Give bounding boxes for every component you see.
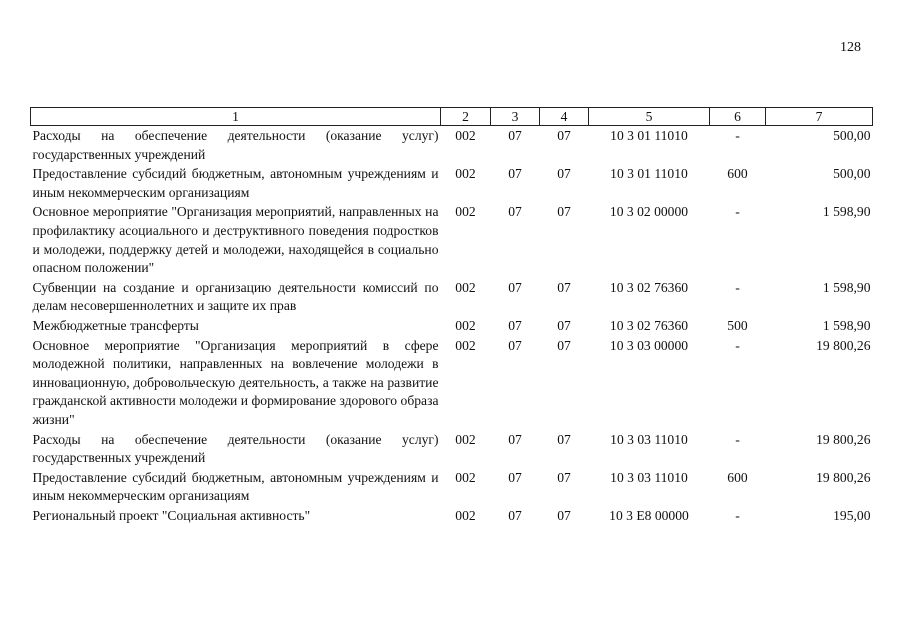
row-subsection: 07 (557, 317, 571, 333)
row-target-article: 10 3 02 00000 (609, 204, 689, 220)
table-row (31, 164, 873, 202)
header-row (31, 108, 873, 126)
row-expense-type: - (735, 279, 740, 295)
row-target-article: 10 3 02 76360 (609, 279, 689, 295)
table-row (31, 506, 873, 526)
row-name: Расходы на обеспечение деятельности (оказание услуг) государственных учреждений (32, 128, 439, 162)
row-section: 07 (508, 431, 522, 447)
row-section: 07 (508, 317, 522, 333)
row-amount: 1 598,90 (822, 317, 871, 333)
row-target-article: 10 3 03 11010 (610, 431, 688, 447)
row-amount: 19 800,26 (816, 337, 871, 353)
row-amount: 500,00 (833, 128, 871, 143)
row-code-ministry: 002 (455, 469, 476, 485)
row-expense-type: - (735, 128, 740, 143)
row-code-ministry: 002 (455, 279, 476, 295)
row-code-ministry: 002 (455, 166, 476, 182)
row-subsection: 07 (557, 128, 571, 143)
row-section: 07 (508, 337, 522, 353)
table-row (31, 278, 873, 316)
row-amount: 19 800,26 (816, 431, 871, 447)
col-header-7: 7 (766, 108, 873, 126)
row-subsection: 07 (557, 166, 571, 182)
row-section: 07 (508, 204, 522, 220)
row-name: Расходы на обеспечение деятельности (оказание услуг) государственных учреждений (32, 431, 439, 466)
row-expense-type: - (735, 204, 740, 220)
row-section: 07 (508, 166, 522, 182)
row-subsection: 07 (557, 337, 571, 353)
table-row (31, 316, 873, 336)
row-expense-type: - (735, 431, 740, 447)
row-subsection: 07 (557, 507, 571, 523)
row-subsection: 07 (557, 431, 571, 447)
row-code-ministry: 002 (455, 507, 476, 523)
row-amount: 1 598,90 (822, 279, 871, 295)
col-header-3: 3 (491, 108, 540, 126)
row-section: 07 (508, 469, 522, 485)
row-name: Предоставление субсидий бюджетным, автономным учреждениям и иным некоммерческим организациям (32, 166, 439, 200)
row-amount: 500,00 (833, 166, 871, 182)
table-row (31, 336, 873, 430)
row-section: 07 (508, 507, 522, 523)
col-header-6: 6 (710, 108, 766, 126)
row-target-article: 10 3 E8 00000 (609, 507, 689, 523)
row-target-article: 10 3 03 00000 (609, 337, 689, 353)
page-number: 128 (840, 40, 861, 55)
row-name: Основное мероприятие "Организация мероприятий в сфере молодежной политики, направленных на вовлечение молодежи в инновационную, добровольческую деятельность, а также на развитие гражданской активности молодежи и формирование здорового образа жизни" (32, 337, 439, 427)
col-header-2: 2 (441, 108, 491, 126)
row-subsection: 07 (557, 204, 571, 220)
row-section: 07 (508, 128, 522, 143)
row-amount: 19 800,26 (816, 469, 871, 485)
row-expense-type: 600 (727, 469, 748, 485)
row-expense-type: 500 (727, 317, 748, 333)
row-expense-type: - (735, 337, 740, 353)
row-code-ministry: 002 (455, 204, 476, 220)
row-name: Предоставление субсидий бюджетным, автономным учреждениям и иным некоммерческим организациям (32, 469, 439, 504)
col-header-5: 5 (589, 108, 710, 126)
table-row (31, 430, 873, 468)
row-amount: 195,00 (833, 507, 871, 523)
row-section: 07 (508, 279, 522, 295)
row-subsection: 07 (557, 279, 571, 295)
table-row (31, 126, 873, 165)
row-expense-type: - (735, 507, 740, 523)
row-target-article: 10 3 01 11010 (610, 166, 688, 182)
row-amount: 1 598,90 (822, 204, 871, 220)
row-name: Субвенции на создание и организацию деятельности комиссий по делам несовершеннолетних и защите их прав (32, 279, 439, 314)
row-code-ministry: 002 (455, 317, 476, 333)
row-target-article: 10 3 03 11010 (610, 469, 688, 485)
row-target-article: 10 3 02 76360 (609, 317, 689, 333)
row-code-ministry: 002 (455, 128, 476, 143)
row-subsection: 07 (557, 469, 571, 485)
col-header-1: 1 (31, 108, 441, 126)
budget-table (30, 107, 873, 525)
row-code-ministry: 002 (455, 431, 476, 447)
table-row (31, 202, 873, 277)
row-target-article: 10 3 01 11010 (610, 128, 688, 143)
row-name: Региональный проект "Социальная активность" (32, 507, 311, 523)
row-code-ministry: 002 (455, 337, 476, 353)
row-name: Основное мероприятие "Организация мероприятий, направленных на профилактику асоциального и деструктивного поведения подростков и молодежи, поддержку детей и молодежи, находящейся в социально опасном положении" (32, 204, 439, 276)
table-row (31, 468, 873, 506)
row-name: Межбюджетные трансферты (32, 317, 199, 333)
row-expense-type: 600 (727, 166, 748, 182)
col-header-4: 4 (540, 108, 589, 126)
